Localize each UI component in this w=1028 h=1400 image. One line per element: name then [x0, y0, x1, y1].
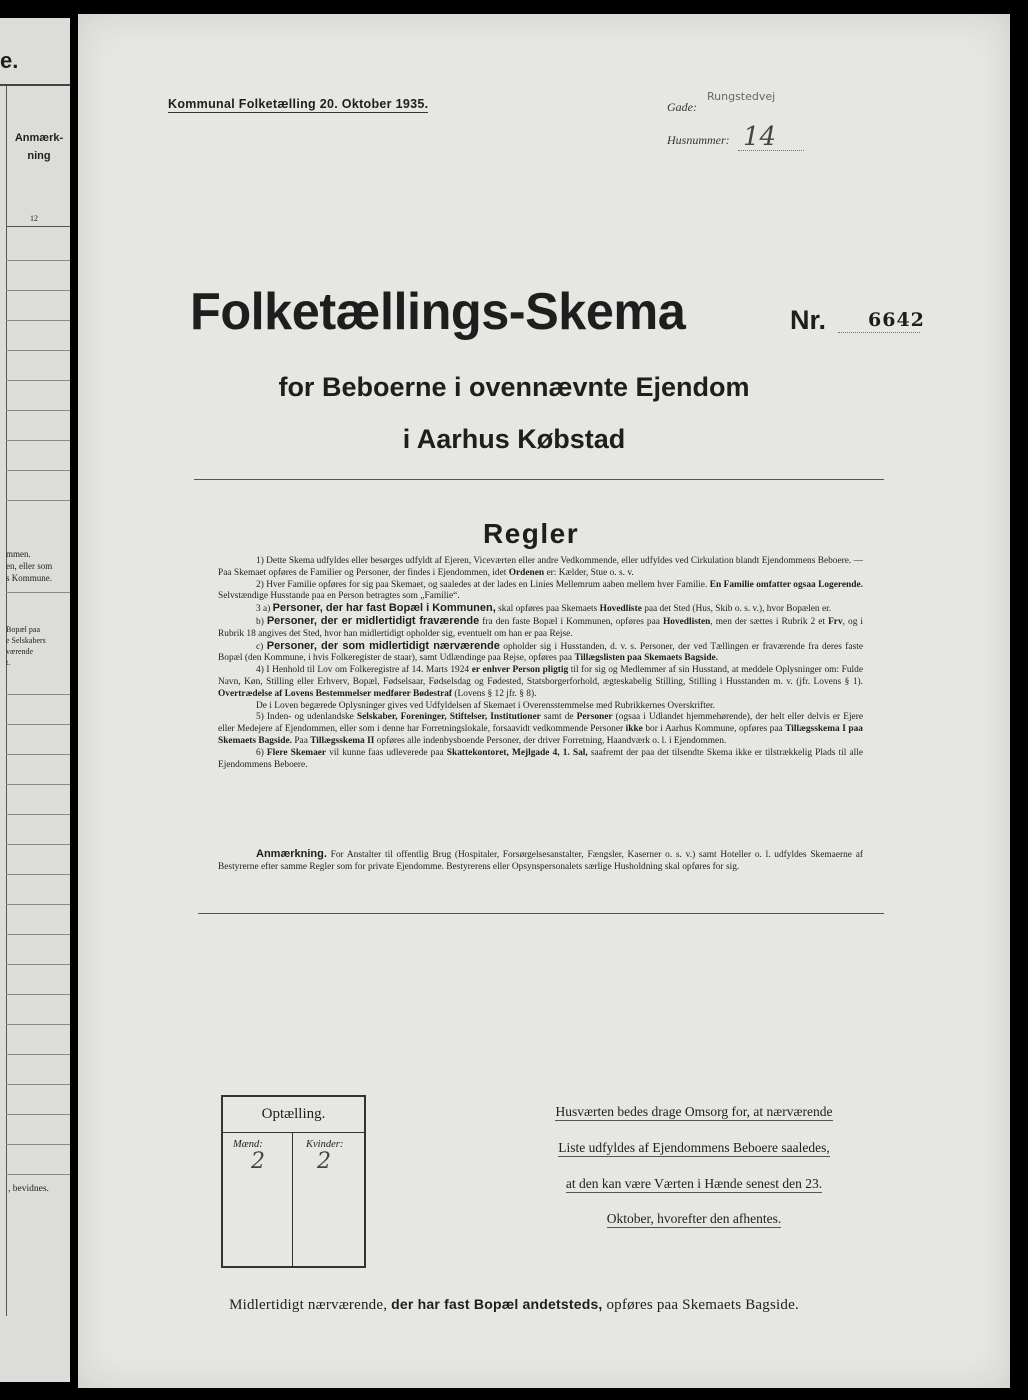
remark-body: For Anstalter til offentlig Brug (Hospitaler, Forsørgelsesanstalter, Fængsler, Kaserner o. s. v.) samt Hoteller o. l. udfyldes Skemaerne af Bestyrerne efter samme Regler som for private Ejendomme. Bestyrerens eller Opsynspersonalets særlige Husholdning skal opføres for sig. — [218, 850, 863, 872]
form-number-line — [838, 332, 920, 333]
left-page-row-line — [6, 290, 70, 291]
form-number-label: Nr. — [790, 305, 827, 335]
rule-text: c) — [256, 641, 267, 652]
rule-bold: Hovedliste — [599, 604, 642, 615]
rule-bold: En Familie omfatter ogsaa Logerende. — [709, 579, 863, 590]
rule-bold: Tillægslisten paa Skemaets Bagside. — [574, 653, 719, 664]
rule-text: (ogsaa i Udlandet hjemmehørende), der helt eller delvis er Ejere eller Medejere af Ejendommen, eller som i denne har Forretningslokale, forsaavidt vedkommende Personer — [218, 712, 863, 735]
previous-page-strip — [0, 18, 70, 1382]
left-page-text: s Kommune. — [6, 573, 52, 583]
count-box-divider — [292, 1132, 293, 1266]
rule-text: fra den faste Bopæl i Kommunen, opføres paa — [479, 616, 663, 627]
left-page-row-line — [6, 1174, 70, 1175]
notice-text: Liste udfyldes af Ejendommens Beboere saaledes, — [558, 1140, 830, 1155]
rule-text: 4) I Henhold til Lov om Folkeregistre af 14. Marts 1924 — [256, 665, 472, 676]
rule-text: b) — [256, 616, 267, 627]
remark-label: Anmærkning. — [256, 848, 327, 860]
left-page-row-line — [6, 904, 70, 905]
rule-5 — [218, 712, 863, 747]
footer-note — [0, 1296, 1028, 1314]
left-page-rule — [0, 84, 70, 86]
left-page-row-line — [6, 592, 70, 593]
left-page-text: mmen. — [6, 549, 31, 559]
men-label: Mænd: — [233, 1139, 263, 1150]
rule-text: samt de — [540, 712, 577, 723]
footer-bold: der har fast Bopæl andetsteds, — [391, 1296, 603, 1312]
rule-bold: Flere Skemaer — [266, 747, 327, 758]
rule-4 — [218, 665, 863, 700]
rule-text: paa det Sted (Hus, Skib o. s. v.), hvor Bopælen er. — [641, 604, 832, 615]
rule-bold: Overtrædelse af Lovens Bestemmelser medfører Bødestraf — [218, 688, 453, 699]
left-page-row-line — [6, 500, 70, 501]
left-page-row-line — [6, 994, 70, 995]
rule-text: vil kunne faas udleverede paa — [326, 747, 447, 758]
remark-text — [218, 849, 863, 874]
landlord-notice-line2 — [522, 1140, 866, 1156]
left-page-row-line — [6, 260, 70, 261]
left-page-column-line — [6, 86, 7, 1316]
left-page-row-line — [6, 1144, 70, 1145]
rule-text: bor i Aarhus Kommune, opføres paa — [642, 724, 786, 735]
rule-3b — [218, 616, 863, 641]
rule-bold: Frv — [828, 616, 843, 627]
rule-text: Paa — [291, 735, 311, 746]
house-number-label: Husnummer: — [667, 133, 730, 147]
left-page-row-line — [6, 1054, 70, 1055]
left-page-row-line — [6, 410, 70, 411]
left-page-row-line — [6, 964, 70, 965]
left-page-row-line — [6, 1084, 70, 1085]
remark-paragraph — [218, 849, 863, 874]
rule-text: 5) Inden- og udenlandske — [256, 712, 357, 723]
left-page-anm-line1: Anmærk- — [14, 132, 64, 144]
left-page-row-line — [6, 724, 70, 725]
left-page-row-line — [6, 784, 70, 785]
left-page-row-line — [6, 470, 70, 471]
rule-bold: Hovedlisten — [662, 616, 711, 627]
rule-text: saafremt der paa det tilsendte Skema ikke er tilstrækkelig Plads til alle Ejendommens Beboere. — [218, 747, 864, 770]
rule-text: 6) — [256, 747, 267, 758]
form-title: Folketællings-Skema — [190, 283, 686, 341]
rule-text: (Lovens § 12 jfr. § 8). — [452, 688, 537, 699]
rule-2 — [218, 580, 863, 604]
rule-bold: er enhver Person pligtig — [471, 665, 569, 676]
rule-text: er: Kælder, Stue o. s. v. — [544, 567, 634, 578]
census-header: Kommunal Folketælling 20. Oktober 1935. — [168, 97, 429, 111]
count-box — [221, 1095, 366, 1268]
rules-text — [218, 556, 863, 771]
rule-bold: Tillægsskema II — [310, 735, 375, 746]
left-page-text-bevidnes: , bevidnes. — [8, 1184, 49, 1194]
left-page-row-line — [6, 844, 70, 845]
rule-bold: Selskaber, Foreninger, Stiftelser, Institutioner — [356, 712, 541, 723]
rule-6 — [218, 748, 863, 772]
left-page-text-block-2 — [6, 624, 46, 668]
rule-bold: Personer, der som midlertidigt nærværende — [266, 639, 500, 652]
notice-text: Husværten bedes drage Omsorg for, at nærværende — [555, 1104, 833, 1119]
left-page-row-line — [6, 934, 70, 935]
remark-divider — [198, 913, 884, 914]
rule-3c — [218, 641, 863, 666]
house-number-value: 14 — [743, 122, 777, 152]
footer-text: Midlertidigt nærværende, — [229, 1297, 392, 1313]
men-count: 2 — [251, 1149, 265, 1174]
rule-1 — [218, 556, 863, 580]
house-number-line — [738, 150, 804, 151]
rule-text: Selvstændige Husstande paa en Person betragtes som „Familie“. — [218, 591, 460, 602]
left-page-text: Bopæl paa — [6, 625, 40, 634]
rule-text: til for sig og Medlemmer af sin Husstand, at meddele Oplysninger om: Fulde Navn, Køn, Stilling eller Erhverv, Bopæl, Fødselsaar, Fødselsdag og Fødested, Statsborgerforhold, ægteskabelig Stilling, Stilling i Husstanden m. v. (jfr. Lovens § 1). — [218, 665, 864, 687]
street-label: Gade: — [667, 100, 697, 114]
rule-text: opføres alle indenbysboende Personer, der driver Forretning, Haandværk o. l. i Ejendommen. — [374, 735, 727, 746]
rule-bold: Personer — [576, 712, 613, 723]
left-page-text: værende — [6, 647, 34, 656]
rule-text: opholder sig i Husstanden, d. v. s. Personer, der ved Tællingen er fraværende fra deres faste Bopæl (den Kommune, i hvis Folkeregister de staar), samt Udlændinge paa Rejse, opføres paa — [218, 641, 863, 664]
count-box-title: Optælling. — [223, 1097, 364, 1133]
left-page-row-line — [6, 350, 70, 351]
notice-text: Oktober, hvorefter den afhentes. — [606, 1211, 782, 1226]
left-page-row-line — [6, 694, 70, 695]
rule-bold: Ordenen — [508, 567, 545, 578]
women-label: Kvinder: — [306, 1139, 344, 1150]
left-page-row-line — [6, 226, 70, 227]
left-page-row-line — [6, 814, 70, 815]
left-page-text-block-1 — [6, 548, 52, 584]
landlord-notice-line1 — [522, 1104, 866, 1120]
rule-text: , men der sættes i Rubrik 2 et — [710, 616, 829, 627]
form-number-value: 6642 — [868, 309, 925, 331]
left-page-text: en, eller som — [6, 561, 53, 571]
rule-bold: Tillægsskema I paa Skemaets Bagside. — [218, 724, 863, 746]
landlord-notice-line4 — [522, 1211, 866, 1227]
left-page-row-line — [6, 874, 70, 875]
rule-bold: Skattekontoret, Mejlgade 4, 1. Sal, — [446, 747, 588, 758]
rule-text: 2) Hver Familie opføres for sig paa Skemaet, og saaledes at der lades en Linies Mellemrum aaben mellem hver Familie. — [256, 579, 710, 590]
left-page-col-number: 12 — [30, 214, 38, 223]
rule-text: skal opføres paa Skemaets — [495, 604, 600, 615]
rule-text: De i Loven begærede Oplysninger gives ved Udfyldelsen af Skemaet i Overensstemmelse med Rubrikkernes Overskrifter. — [256, 700, 715, 711]
left-page-anm-header — [14, 132, 64, 162]
rule-text: , og i Rubrik 18 angives det Sted, hvor han midlertidigt opholder sig, eventuelt om han er paa Rejse. — [218, 616, 864, 639]
left-page-text: e Selskabers — [6, 636, 46, 645]
left-page-letter: e. — [0, 48, 19, 73]
street-stamp: Rungstedvej — [707, 90, 776, 103]
form-subtitle-city: i Aarhus Købstad — [402, 424, 626, 454]
form-subtitle: for Beboerne i ovennævnte Ejendom — [278, 372, 750, 402]
left-page-row-line — [6, 1114, 70, 1115]
rules-heading: Regler — [483, 518, 580, 549]
left-page-row-line — [6, 320, 70, 321]
footer-text: opføres paa Skemaets Bagside. — [602, 1297, 799, 1313]
rule-bold: Personer, der er midlertidigt fraværende — [266, 614, 480, 627]
title-divider — [194, 479, 884, 480]
left-page-anm-line2: ning — [27, 150, 51, 162]
notice-text: at den kan være Værten i Hænde senest den 23. — [565, 1176, 823, 1191]
rule-bold: ikke — [625, 724, 643, 735]
rule-4-cont — [218, 701, 863, 713]
landlord-notice-line3 — [522, 1176, 866, 1192]
women-count: 2 — [317, 1149, 331, 1174]
rule-text: 1) Dette Skema udfyldes eller besørges udfyldt af Ejeren, Viceværten eller andre Vedkommende, eller udfyldes ved Cirkulation blandt Ejendommens Beboere. — Paa Skemaet opføres de Familier og Personer, der findes i Ejendommen, idet — [218, 556, 863, 578]
rule-bold: Personer, der har fast Bopæl i Kommunen, — [272, 602, 496, 615]
left-page-row-line — [6, 1024, 70, 1025]
left-page-row-line — [6, 754, 70, 755]
rule-text: 3 a) — [256, 604, 273, 615]
left-page-text: t. — [6, 658, 11, 667]
